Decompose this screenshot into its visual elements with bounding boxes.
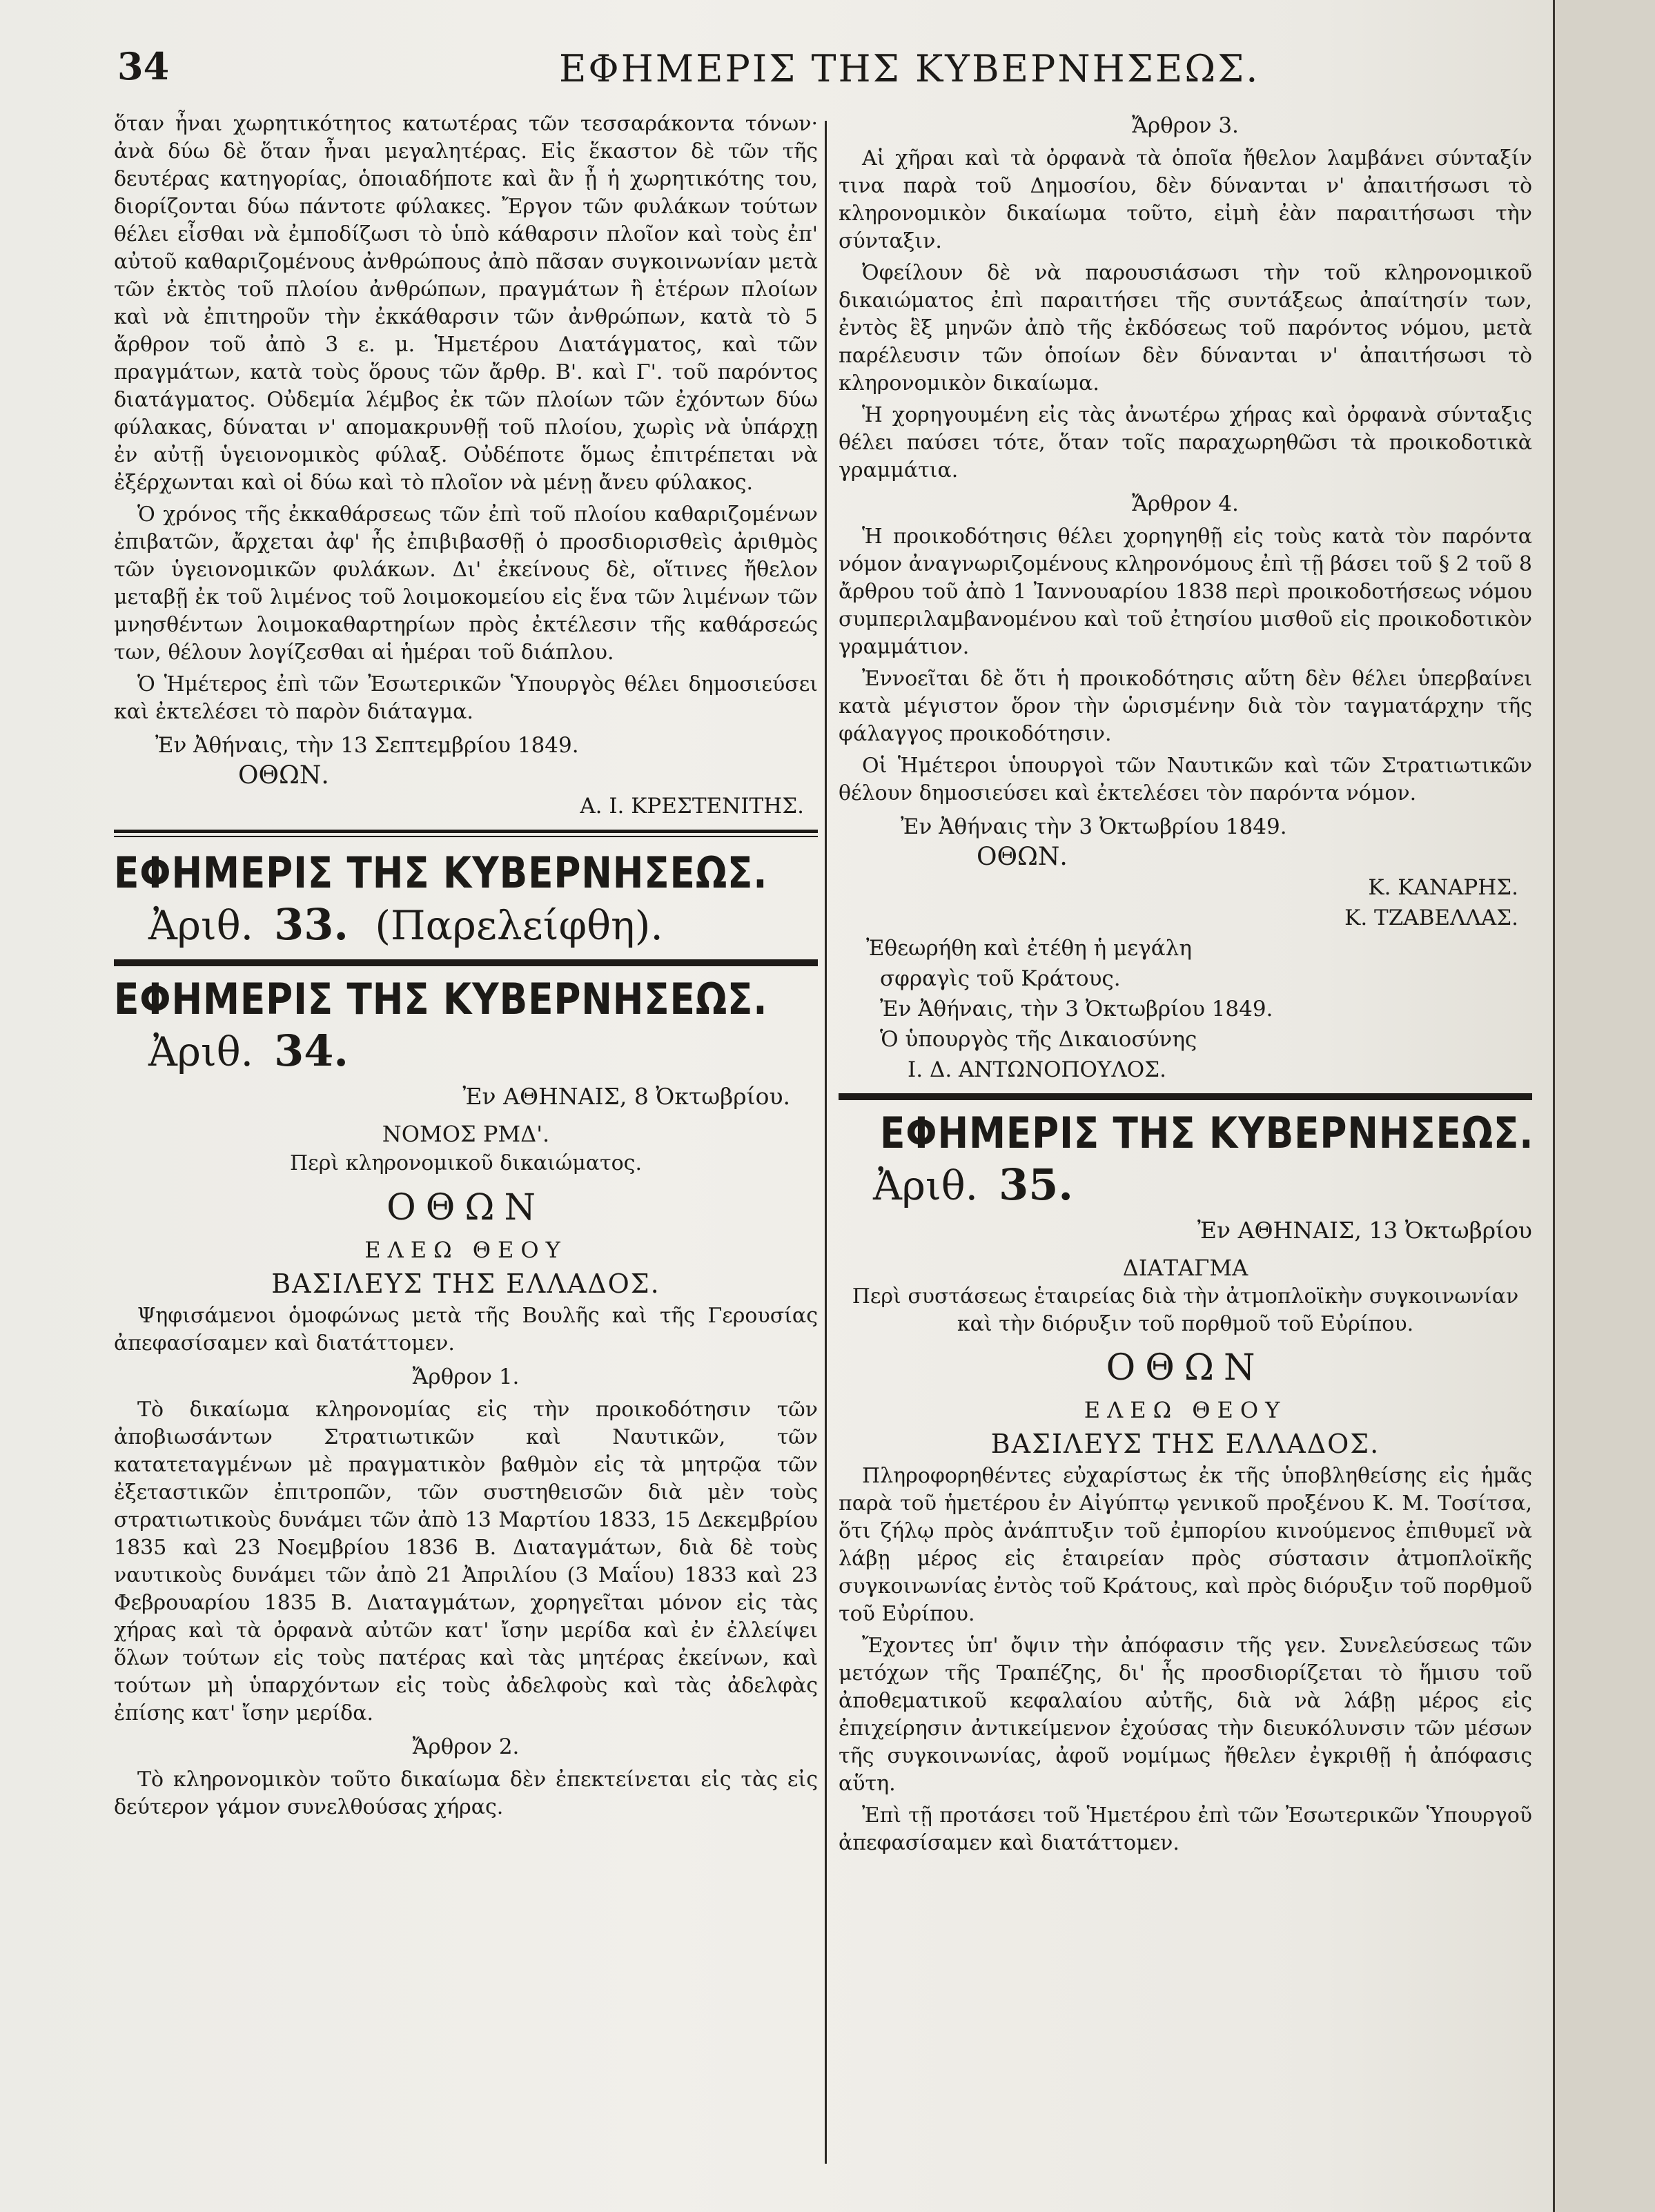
issue-number-line xyxy=(148,899,818,951)
issue-number-line xyxy=(873,1159,1532,1211)
article-heading: Ἄρθρον 3. xyxy=(1132,113,1239,138)
right-column xyxy=(839,110,1532,1861)
issue-35-section xyxy=(839,1107,1532,1857)
body-paragraph: Ὁ χρόνος τῆς ἐκκαθάρσεως τῶν ἐπὶ τοῦ πλοίου καθαριζομένων ἐπιβατῶν, ἄρχεται ἀφ' ἧς ἐπιβιβασθῇ ὁ προσδιορισθεὶς ἀριθμὸς τῶν ὑγειονομικῶν φυλάκων. Δι' ἐκείνους δὲ, οἵτινες ἤθελον μεταβῇ ἐκ τοῦ λιμένος τοῦ λοιμοκομείου εἰς ἕνα τῶν λιμένων τῶν μνησθέντων λοιμοκαθαρτηρίων πρὸς ἐκτέλεσιν τῆς καθάρσεώς των, θέλουν λογίζεσθαι αἱ ἡμέραι τοῦ διάπλου. xyxy=(114,502,818,665)
article-text: Οἱ Ἡμέτεροι ὑπουργοὶ τῶν Ναυτικῶν καὶ τῶν Στρατιωτικῶν θέλουν δημοσιεύσει καὶ ἐκτελέσει τὸν παρόντα νόμον. xyxy=(839,754,1532,805)
journal-title: ΕΦΗΜΕΡΙΣ ΤΗΣ ΚΥΒΕΡΝΗΣΕΩΣ. xyxy=(559,47,1260,90)
decree-subject: Περὶ συστάσεως ἑταιρείας διὰ τὴν ἀτμοπλοϊκὴν συγκοινωνίαν καὶ τὴν διόρυξιν τοῦ πορθμοῦ τοῦ Εὐρίπου. xyxy=(852,1284,1519,1336)
king-name: ΟΘΩΝ xyxy=(386,1187,545,1229)
king-signature: ΟΘΩΝ. xyxy=(977,843,1068,871)
issue-label: Ἀριθ. xyxy=(148,902,254,949)
preamble: Ψηφισάμενοι ὁμοφώνως μετὰ τῆς Βουλῆς καὶ τῆς Γερουσίας ἀπεφασίσαμεν καὶ διατάττομεν. xyxy=(114,1304,818,1355)
law-title: ΝΟΜΟΣ ΡΜΔ'. xyxy=(382,1121,550,1147)
page-number: 34 xyxy=(117,44,170,88)
section-rule xyxy=(839,1093,1532,1100)
article-text: Τὸ κληρονομικὸν τοῦτο δικαίωμα δὲν ἐπεκτείνεται εἰς τὰς εἰς δεύτερον γάμον συνελθούσας χήρας. xyxy=(114,1768,818,1819)
adjacent-page-strip xyxy=(1555,0,1655,2212)
article-text: Ἡ χορηγουμένη εἰς τὰς ἀνωτέρω χήρας καὶ ὀρφανὰ σύνταξις θέλει παύσει τότε, ὅταν τοῖς παραχωρηθῶσι τὰ προικοδοτικὰ γραμμάτια. xyxy=(839,403,1532,482)
issue-note: (Παρελείφθη). xyxy=(375,902,663,949)
issue-dateline: Ἐν ΑΘΗΝΑΙΣ, 8 Ὀκτωβρίου. xyxy=(462,1083,790,1110)
king-signature: ΟΘΩΝ. xyxy=(238,761,329,790)
article-text: Ὀφείλουν δὲ νὰ παρουσιάσωσι τὴν τοῦ κληρονομικοῦ δικαιώματος ἐπὶ παραιτήσει τῆς συντάξεως ἀπαίτησίν των, ἐντὸς ἓξ μηνῶν ἀπὸ τῆς ἐκδόσεως τοῦ παρόντος νόμου, μετὰ παρέλευσιν τῶν ὁποίων δὲν δύνανται ν' ἀπαιτήσωσι τὸ κληρονομικὸν δικαίωμα. xyxy=(839,261,1532,395)
decree-title: ΔΙΑΤΑΓΜΑ xyxy=(1122,1255,1248,1281)
issue-33-header xyxy=(114,847,818,951)
justice-minister-signature: Ι. Δ. ΑΝΤΩΝΟΠΟΥΛΟΣ. xyxy=(908,1057,1166,1082)
article-text: Τὸ δικαίωμα κληρονομίας εἰς τὴν προικοδότησιν τῶν ἀποβιωσάντων Στρατιωτικῶν καὶ Ναυτικῶν, τῶν κατατεταγμένων μὲ πραγματικὸν βαθμὸν εἰς τὰ μητρῷα τῶν ἐξεταστικῶν ἐπιτροπῶν, τῶν συστηθεισῶν διὰ μὲν τοὺς στρατιωτικοὺς δυνάμει τῶν ἀπὸ 13 Μαρτίου 1833, 15 Δεκεμβρίου 1835 καὶ 23 Νοεμβρίου 1836 Β. Διαταγμάτων, διὰ δὲ τοὺς ναυτικοὺς δυνάμει τῶν ἀπὸ 21 Ἀπριλίου (3 Μαΐου) 1833 καὶ 23 Φεβρουαρίου 1835 Β. Διαταγμάτων, χορηγεῖται μόνον εἰς τὰς χήρας καὶ τὰ ὀρφανὰ αὐτῶν κατ' ἴσην μερίδα καὶ ἐν ἐλλείψει ὅλων τούτων εἰς τοὺς πατέρας καὶ τὰς μητέρας ἐκείνων, καὶ τούτων μὴ ὑπαρχόντων εἰς τοὺς ἀδελφοὺς καὶ τὰς ἀδελφὰς ἐπίσης κατ' ἴσην μερίδα. xyxy=(114,1398,818,1725)
seal-line: Ἐθεωρήθη καὶ ἐτέθη ἡ μεγάλη xyxy=(866,936,1192,961)
issue-dateline: Ἐν ΑΘΗΝΑΙΣ, 13 Ὀκτωβρίου xyxy=(1197,1217,1532,1244)
article-text: Αἱ χῆραι καὶ τὰ ὀρφανὰ τὰ ὁποῖα ἤθελον λαμβάνει σύνταξίν τινα παρὰ τοῦ Δημοσίου, δὲν δύνανται ν' ἀπαιτήσωσι τὸ κληρονομικὸν δικαίωμα τοῦτο, εἰμὴ ἐὰν παραιτήσωσι τὴν σύνταξιν. xyxy=(839,146,1532,253)
running-header xyxy=(117,40,1567,95)
seal-line: Ὁ ὑπουργὸς τῆς Δικαιοσύνης xyxy=(880,1027,1197,1052)
decree-paragraph: Ἐπὶ τῇ προτάσει τοῦ Ἡμετέρου ἐπὶ τῶν Ἐσωτερικῶν Ὑπουργοῦ ἀπεφασίσαμεν καὶ διατάττομεν. xyxy=(839,1803,1532,1855)
article-heading: Ἄρθρον 4. xyxy=(1132,491,1239,516)
body-paragraph: ὅταν ἦναι χωρητικότητος κατωτέρας τῶν τεσσαράκοντα τόνων· ἀνὰ δύω δὲ ὅταν ἦναι μεγαλητέρας. Εἰς ἕκαστον δὲ τῶν τῆς δευτέρας κατηγορίας, ὁποιαδήποτε καὶ ἂν ᾖ ἡ χωρητικότης του, διορίζονται δύω πάντοτε φύλακες. Ἔργον τῶν φυλάκων τούτων θέλει εἶσθαι νὰ ἐμποδίζωσι τὸ ὑπὸ κάθαρσιν πλοῖον καὶ τοὺς ἐπ' αὐτοῦ καθαριζομένους ἀνθρώπους ἀπὸ πᾶσαν συγκοινωνίαν μετὰ τῶν ἐκτὸς τοῦ πλοίου ἀνθρώπων, πραγμάτων ἢ ἑτέρων πλοίων καὶ νὰ ἐπιτηροῦν τὴν ἐκκάθαρσιν τῶν ἀνθρώπων, κατὰ τὸ 5 ἄρθρον τοῦ ἀπὸ 3 ε. μ. Ἡμετέρου Διατάγματος, καὶ τῶν πραγμάτων, κατὰ τοὺς ὅρους τῶν ἄρθρ. Β'. καὶ Γ'. τοῦ παρόντος διατάγματος. Οὐδεμία λέμβος ἐκ τῶν πλοίων τῶν ἐχόντων δύω φύλακας, δύναται ν' απομακρυνθῇ τοῦ πλοίου, χωρὶς νὰ ὑπάρχῃ ἐν αὐτῇ ὑγειονομικὸς φύλαξ. Οὐδέποτε ὅμως ἐπιτρέπεται νὰ ἐξέρχωνται καὶ οἱ δύω καὶ τὸ πλοῖον νὰ μένῃ ἄνευ φύλακος. xyxy=(114,112,818,495)
grace-line: ΕΛΕΩ ΘΕΟΥ xyxy=(364,1237,567,1263)
law-subject: Περὶ κληρονομικοῦ δικαιώματος. xyxy=(289,1151,643,1175)
seal-line: Ἐν Ἀθήναις, τὴν 3 Ὀκτωβρίου 1849. xyxy=(880,997,1273,1021)
issue-label: Ἀριθ. xyxy=(148,1028,254,1075)
left-column xyxy=(114,110,818,1826)
masthead: ΕΦΗΜΕΡΙΣ ΤΗΣ ΚΥΒΕΡΝΗΣΕΩΣ. xyxy=(114,848,768,898)
king-title: ΒΑΣΙΛΕΥΣ ΤΗΣ ΕΛΛΑΔΟΣ. xyxy=(271,1269,660,1299)
section-rule xyxy=(114,830,818,837)
masthead: ΕΦΗΜΕΡΙΣ ΤΗΣ ΚΥΒΕΡΝΗΣΕΩΣ. xyxy=(114,974,768,1024)
section-rule xyxy=(114,959,818,966)
issue-number: 35. xyxy=(999,1159,1073,1210)
article-heading: Ἄρθρον 2. xyxy=(412,1734,520,1759)
issue-number: 33. xyxy=(274,899,349,950)
king-name: ΟΘΩΝ xyxy=(1106,1347,1265,1389)
law-date: Ἐν Ἀθήναις τὴν 3 Ὀκτωβρίου 1849. xyxy=(901,814,1287,839)
grace-line: ΕΛΕΩ ΘΕΟΥ xyxy=(1084,1397,1287,1423)
king-title: ΒΑΣΙΛΕΥΣ ΤΗΣ ΕΛΛΑΔΟΣ. xyxy=(990,1429,1380,1459)
issue-label: Ἀριθ. xyxy=(873,1162,979,1209)
masthead: ΕΦΗΜΕΡΙΣ ΤΗΣ ΚΥΒΕΡΝΗΣΕΩΣ. xyxy=(880,1108,1534,1158)
article-text: Ἐννοεῖται δὲ ὅτι ἡ προικοδότησις αὕτη δὲν θέλει ὑπερβαίνει κατὰ μέγιστον ὅρον τὴν ὡρισμένην διὰ τὸν ταγματάρχην τῆς φάλαγγος προικοδότησιν. xyxy=(839,667,1532,746)
article-text: Ἡ προικοδότησις θέλει χορηγηθῇ εἰς τοὺς κατὰ τὸν παρόντα νόμον ἀναγνωριζομένους κληρονόμους ἐπὶ τῇ βάσει τοῦ § 2 τοῦ 8 ἄρθρου τοῦ ἀπὸ 1 Ἰαννουαρίου 1838 περὶ προικοδοτήσεως νόμου συμπεριλαμβανομένου καὶ τοῦ ἐτησίου μισθοῦ εἰς προικοδοτικὸν γραμμάτιον. xyxy=(839,525,1532,659)
decree-paragraph: Πληροφορηθέντες εὐχαρίστως ἐκ τῆς ὑποβληθείσης εἰς ἡμᾶς παρὰ τοῦ ἡμετέρου ἐν Αἰγύπτῳ γενικοῦ προξένου Κ. Μ. Τοσίτσα, ὅτι ζήλῳ πρὸς ἀνάπτυξιν τοῦ ἐμπορίου κινούμενος ἐπιθυμεῖ νὰ λάβῃ μέρος εἰς ἑταιρείαν πρὸς σύστασιν ἀτμοπλοϊκῆς συγκοινωνίας ἐντὸς τοῦ Κράτους, καὶ πρὸς διόρυξιν τοῦ πορθμοῦ τοῦ Εὐρίπου. xyxy=(839,1464,1532,1626)
decree-date: Ἐν Ἀθήναις, τὴν 13 Σεπτεμβρίου 1849. xyxy=(155,733,579,758)
minister-signature: Α. Ι. ΚΡΕΣΤΕΝΙΤΗΣ. xyxy=(580,794,804,819)
issue-number-line xyxy=(148,1026,818,1077)
article-heading: Ἄρθρον 1. xyxy=(412,1364,520,1389)
issue-number: 34. xyxy=(274,1026,349,1076)
minister-signature: Κ. ΤΖΑΒΕΛΛΑΣ. xyxy=(1344,906,1518,930)
column-divider xyxy=(825,121,827,2164)
decree-paragraph: Ἔχοντες ὑπ' ὄψιν τὴν ἀπόφασιν τῆς γεν. Συνελεύσεως τῶν μετόχων τῆς Τραπέζης, δι' ἧς προσδιορίζεται τὸ ἥμισυ τοῦ ἀποθεματικοῦ κεφαλαίου αὐτῆς, διὰ νὰ λάβῃ μέρος εἰς ἐπιχείρησιν ἀντικείμενον ἐχούσας τὴν διευκόλυνσιν τῶν μέσων τῆς συγκοινωνίας, ἀφοῦ νομίμως ἤθελεν ἐγκριθῇ ἡ ἀπόφασις αὕτη. xyxy=(839,1634,1532,1796)
minister-signature: Κ. ΚΑΝΑΡΗΣ. xyxy=(1368,875,1518,900)
issue-34-section xyxy=(114,973,818,1821)
body-paragraph: Ὁ Ἡμέτερος ἐπὶ τῶν Ἐσωτερικῶν Ὑπουργὸς θέλει δημοσιεύσει καὶ ἐκτελέσει τὸ παρὸν διάταγμα. xyxy=(114,672,818,724)
seal-block xyxy=(839,933,1532,1085)
seal-line: σφραγὶς τοῦ Κράτους. xyxy=(880,966,1121,991)
